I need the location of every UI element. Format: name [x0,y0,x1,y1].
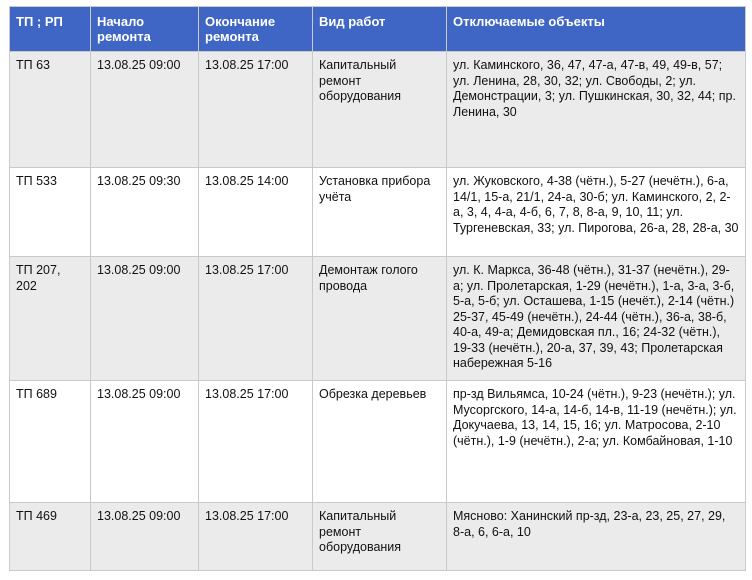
cell-work: Обрезка деревьев [313,381,447,503]
cell-tp: ТП 469 [10,503,91,571]
cell-start: 13.08.25 09:00 [91,503,199,571]
cell-start: 13.08.25 09:00 [91,52,199,168]
cell-tp: ТП 207, 202 [10,257,91,381]
cell-tp: ТП 689 [10,381,91,503]
cell-work: Капитальный ремонт оборудования [313,52,447,168]
header-tp: ТП ; РП [10,7,91,52]
cell-start: 13.08.25 09:00 [91,257,199,381]
table-row [10,168,746,257]
header-objects: Отключаемые объекты [447,7,746,52]
header-work: Вид работ [313,7,447,52]
cell-objects: ул. Каминского, 36, 47, 47-а, 47-в, 49, 49-в, 57; ул. Ленина, 28, 30, 32; ул. Свободы, 2; ул. Демонстрации, 3; ул. Пушкинская, 30, 32, 44; пр. Ленина, 30 [447,52,746,168]
cell-tp: ТП 63 [10,52,91,168]
cell-work: Капитальный ремонт оборудования [313,503,447,571]
table-row [10,503,746,571]
table-row [10,381,746,503]
cell-end: 13.08.25 17:00 [199,257,313,381]
cell-work: Установка прибора учёта [313,168,447,257]
cell-tp: ТП 533 [10,168,91,257]
outage-schedule-table [9,6,746,571]
cell-objects: пр-зд Вильямса, 10-24 (чётн.), 9-23 (нечётн.); ул. Мусоргского, 14-а, 14-б, 14-в, 11-19 (нечётн.); ул. Докучаева, 13, 14, 15, 16; ул. Матросова, 2-10 (чётн.), 1-9 (нечётн.), 2-а; ул. Комбайновая, 1-10 [447,381,746,503]
cell-objects: ул. Жуковского, 4-38 (чётн.), 5-27 (нечётн.), 6-а, 14/1, 15-а, 21/1, 24-а, 30-б; ул. Каминского, 2, 2-а, 3, 4, 4-а, 4-б, 6, 7, 8, 8-а, 9, 10, 11; ул. Тургеневская, 33; ул. Пирогова, 26-а, 28, 28-а, 30 [447,168,746,257]
cell-start: 13.08.25 09:00 [91,381,199,503]
header-end: Окончание ремонта [199,7,313,52]
cell-work: Демонтаж голого провода [313,257,447,381]
table-row [10,257,746,381]
cell-objects: ул. К. Маркса, 36-48 (чётн.), 31-37 (нечётн.), 29-а; ул. Пролетарская, 1-29 (нечётн.), 1-а, 3-а, 3-б, 5-а, 5-б; ул. Осташева, 1-15 (нечёт.), 2-14 (чётн.) 25-37, 45-49 (нечётн.), 24-44 (чётн.), 36-а, 38-б, 40-а, 49-а; Демидовская пл., 16; 24-32 (чётн.), 19-33 (нечётн.), 20-а, 37, 39, 43; Пролетарская набережная 5-16 [447,257,746,381]
cell-start: 13.08.25 09:30 [91,168,199,257]
cell-objects: Мясново: Ханинский пр-зд, 23-а, 23, 25, 27, 29, 8-а, 6, 6-а, 10 [447,503,746,571]
table-body [10,52,746,571]
table-header [10,7,746,52]
cell-end: 13.08.25 14:00 [199,168,313,257]
table-row [10,52,746,168]
cell-end: 13.08.25 17:00 [199,381,313,503]
header-row [10,7,746,52]
cell-end: 13.08.25 17:00 [199,503,313,571]
header-start: Начало ремонта [91,7,199,52]
cell-end: 13.08.25 17:00 [199,52,313,168]
